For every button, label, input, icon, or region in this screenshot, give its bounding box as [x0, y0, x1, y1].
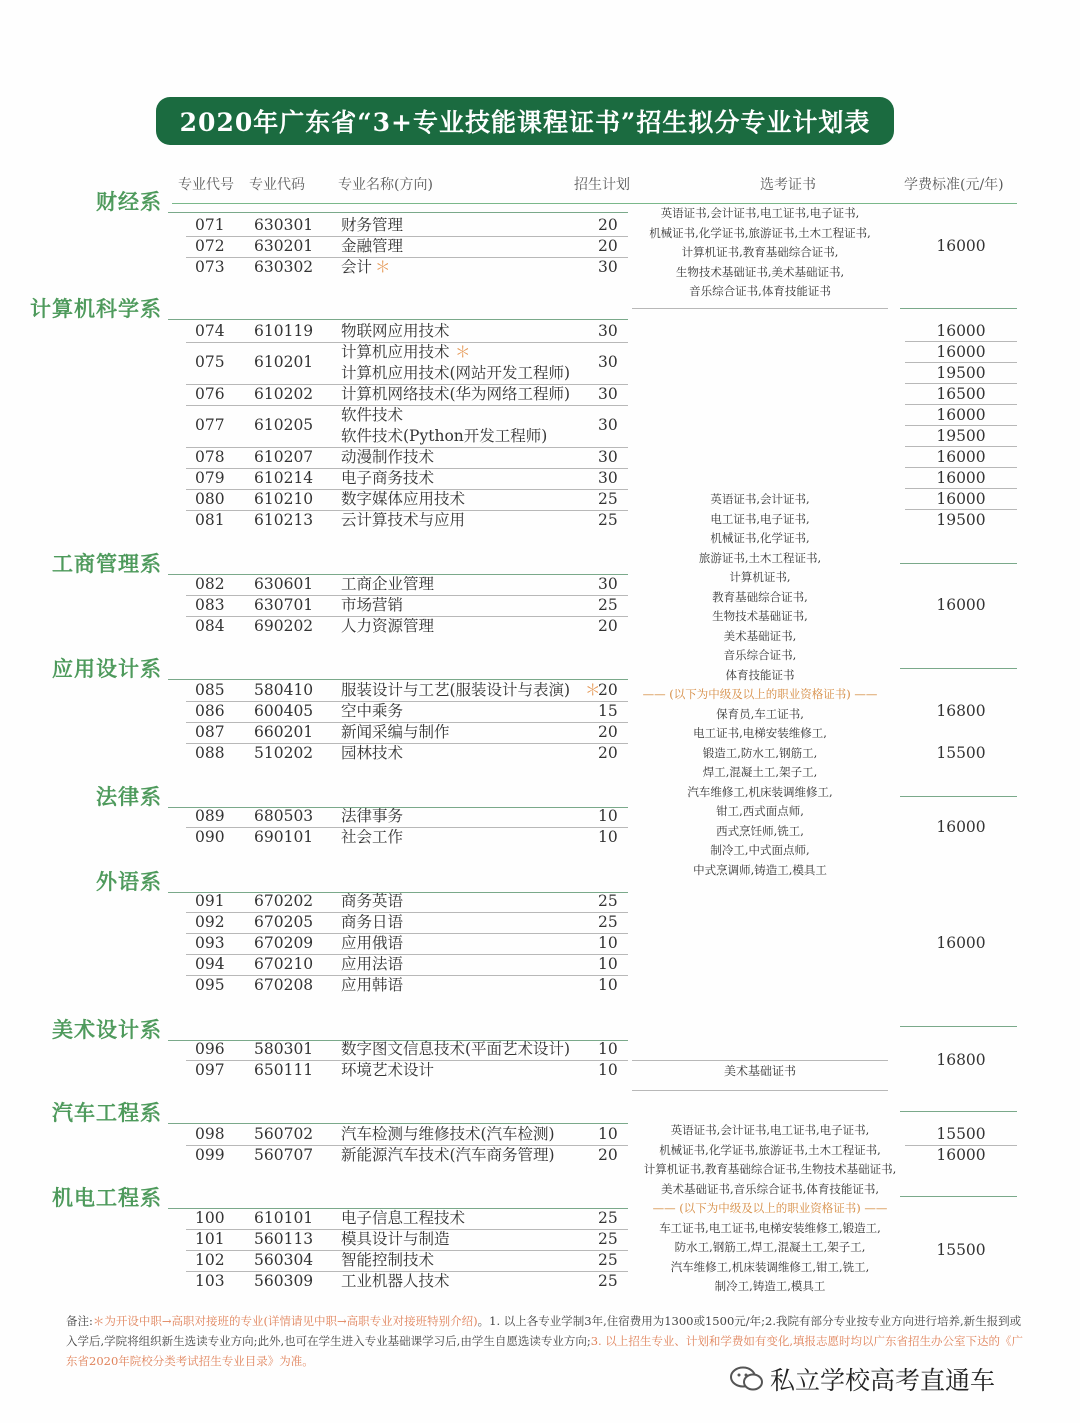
cell-plan: 20: [598, 617, 618, 635]
cell-plan: 30: [598, 575, 618, 593]
cell-name: 市场营销: [341, 596, 404, 614]
cell-plan: 20: [598, 216, 618, 234]
table-row: [0, 912, 1080, 933]
cell-dm: 079: [195, 469, 225, 487]
header-cert: 选考证书: [760, 177, 816, 193]
cell-name: 工商企业管理: [341, 575, 435, 593]
cell-plan: 25: [598, 490, 618, 508]
cell-name: 金融管理: [341, 237, 404, 255]
fee-rule: [905, 362, 1017, 363]
cell-name-alt: 软件技术(Python开发工程师): [341, 427, 548, 445]
cell-dm: 092: [195, 913, 225, 931]
cell-dm: 080: [195, 490, 225, 508]
cell-name: 软件技术: [341, 406, 404, 424]
cell-dm: 076: [195, 385, 225, 403]
cell-plan: 20: [598, 744, 618, 762]
cell-code: 610119: [254, 322, 314, 340]
fee-rule: [900, 308, 1017, 309]
cell-code: 660201: [254, 723, 314, 741]
cell-name: 汽车检测与维修技术(汽车检测): [341, 1125, 555, 1143]
cell-plan: 30: [598, 258, 618, 276]
cell-plan: 10: [598, 1061, 618, 1079]
cell-plan: 10: [598, 976, 618, 994]
table-row: [0, 574, 1080, 595]
department-heading: 计算机科学系: [30, 296, 162, 321]
table-row: [0, 891, 1080, 912]
cell-dm: 100: [195, 1209, 225, 1227]
footnote: 备注:＊为开设中职→高职对接班的专业(详情请见中职→高职专业对接班特别介绍)。1. 以上各专业学制3年,住宿费用为1300或1500元/年;2.我院有部分专业按专业方向进行培养,新生报到或入学后,学院将组织新生选读专业方向;此外,也可在学生进入专业基础课学习后,由学生自愿选读专业方向;3. 以上招生专业、计划和学费如有变化,填报志愿时均以广东省招生办公室下达的《广东省2020年院校分类考试招生专业目录》为准。: [66, 1314, 1023, 1368]
cell-code: 580410: [254, 681, 314, 699]
cell-plan: 10: [598, 934, 618, 952]
cell-plan: 10: [598, 1040, 618, 1058]
fee-cell: 16800: [936, 702, 986, 720]
page-title: 2020年广东省“3+专业技能课程证书”招生拟分专业计划表: [156, 97, 894, 145]
header-rule: [172, 203, 1017, 204]
fee-cell: 16000: [936, 406, 986, 424]
cell-name: 计算机应用技术: [341, 343, 450, 361]
cell-name: 电子信息工程技术: [341, 1209, 466, 1227]
department-heading: 财经系: [96, 189, 162, 214]
wechat-icon: [730, 1366, 764, 1392]
fee-rule: [905, 341, 1017, 342]
cell-code: 510202: [254, 744, 314, 762]
cell-plan: 25: [598, 913, 618, 931]
cell-dm: 086: [195, 702, 225, 720]
cell-name: 物联网应用技术: [341, 322, 450, 340]
header-dm: 专业代号: [178, 177, 234, 193]
cell-code: 690202: [254, 617, 314, 635]
fee-rule: [900, 668, 1017, 669]
cell-name: 会计: [341, 258, 373, 276]
cell-name: 智能控制技术: [341, 1251, 435, 1269]
fee-rule: [900, 1111, 1017, 1112]
cell-code: 610210: [254, 490, 314, 508]
fee-cell: 19500: [936, 427, 986, 445]
cell-plan: 10: [598, 807, 618, 825]
cell-code: 560304: [254, 1251, 314, 1269]
cell-code: 630201: [254, 237, 314, 255]
cell-name: 空中乘务: [341, 702, 404, 720]
cell-name: 法律事务: [341, 807, 404, 825]
cert-rule: [632, 1090, 888, 1091]
cell-plan: 10: [598, 1125, 618, 1143]
header-name: 专业名称(方向): [338, 177, 433, 193]
fee-rule: [905, 404, 1017, 405]
department-rule: [168, 319, 628, 320]
cell-code: 600405: [254, 702, 314, 720]
cell-plan: 30: [598, 416, 618, 434]
fee-cell: 16000: [936, 934, 986, 952]
cell-dm: 081: [195, 511, 225, 529]
cell-dm: 075: [195, 353, 225, 371]
cell-dm: 074: [195, 322, 225, 340]
cell-plan: 30: [598, 353, 618, 371]
cell-plan: 15: [598, 702, 618, 720]
cert-block-art: 美术基础证书: [723, 1064, 796, 1078]
cert-block-finance: 英语证书,会计证书,电工证书,电子证书, 机械证书,化学证书,旅游证书,土木工程证书, 计算机证书,教育基础综合证书, 生物技术基础证书,美术基础证书, 音乐综合证书,体育技能证书: [649, 206, 871, 298]
fee-cell: 19500: [936, 511, 986, 529]
department-heading: 机电工程系: [52, 1185, 162, 1210]
cell-dm: 094: [195, 955, 225, 973]
cell-dm: 099: [195, 1146, 225, 1164]
cell-plan: 25: [598, 1230, 618, 1248]
fee-cell: 16000: [936, 469, 986, 487]
cell-dm: 072: [195, 237, 225, 255]
table-row: [0, 954, 1080, 975]
cell-plan: 25: [598, 1272, 618, 1290]
cell-code: 610205: [254, 416, 314, 434]
cell-name: 财务管理: [341, 216, 404, 234]
cell-plan: 30: [598, 448, 618, 466]
cell-code: 630601: [254, 575, 314, 593]
fee-rule: [905, 509, 1017, 510]
fee-cell: 16500: [936, 385, 986, 403]
cell-name-alt: 计算机应用技术(网站开发工程师): [341, 364, 571, 382]
header-plan: 招生计划: [574, 177, 630, 193]
cell-name: 新闻采编与制作: [341, 723, 450, 741]
star-marker: ＊: [375, 258, 391, 276]
cell-dm: 084: [195, 617, 225, 635]
cell-code: 560113: [254, 1230, 314, 1248]
cell-dm: 091: [195, 892, 225, 910]
cell-code: 670210: [254, 955, 314, 973]
cell-code: 690101: [254, 828, 314, 846]
cell-dm: 085: [195, 681, 225, 699]
fee-cell: 16800: [936, 1051, 986, 1069]
cert-block-engineering: 英语证书,会计证书,电工证书,电子证书, 机械证书,化学证书,旅游证书,土木工程证书, 计算机证书,教育基础综合证书,生物技术基础证书, 美术基础证书,音乐综合证书,体育技能证书, —— (以下为中级及以上的职业资格证书) —— 车工证书,电工证书,电梯安装维修工,锻造工, 防水工,钢筋工,焊工,混凝土工,架子工, 汽车维修工,机床装调维修工,钳工,铣工, 制冷工,铸造工,模具工: [643, 1123, 897, 1293]
fee-rule: [900, 796, 1017, 797]
table-row: [0, 215, 1080, 236]
cell-name: 电子商务技术: [341, 469, 435, 487]
cell-code: 670202: [254, 892, 314, 910]
cell-name: 商务日语: [341, 913, 404, 931]
cell-name: 服装设计与工艺(服装设计与表演): [341, 681, 571, 699]
cell-plan: 20: [598, 1146, 618, 1164]
cell-plan: 20: [598, 681, 618, 699]
cell-dm: 090: [195, 828, 225, 846]
cell-name: 园林技术: [341, 744, 404, 762]
cell-name: 计算机网络技术(华为网络工程师): [341, 385, 571, 403]
cell-name: 人力资源管理: [341, 617, 435, 635]
fee-rule: [905, 1145, 1017, 1146]
fee-rule: [900, 1196, 1017, 1197]
cell-dm: 088: [195, 744, 225, 762]
fee-rule: [905, 383, 1017, 384]
cell-dm: 101: [195, 1230, 225, 1248]
fee-rule: [900, 563, 1017, 564]
cell-plan: 10: [598, 828, 618, 846]
table-row: [0, 1271, 1080, 1292]
cell-name: 应用俄语: [341, 934, 404, 952]
department-heading: 外语系: [96, 869, 162, 894]
cell-code: 630701: [254, 596, 314, 614]
cell-plan: 30: [598, 469, 618, 487]
cell-code: 680503: [254, 807, 314, 825]
cell-plan: 25: [598, 1209, 618, 1227]
cell-dm: 083: [195, 596, 225, 614]
cell-dm: 096: [195, 1040, 225, 1058]
cell-dm: 093: [195, 934, 225, 952]
cell-name: 应用法语: [341, 955, 404, 973]
fee-cell: 15500: [936, 1241, 986, 1259]
star-marker: ＊: [585, 681, 601, 699]
cert-block-main: 英语证书,会计证书, 电工证书,电子证书, 机械证书,化学证书, 旅游证书,土木工程证书, 计算机证书, 教育基础综合证书, 生物技术基础证书, 美术基础证书, 音乐综合证书, 体育技能证书 —— (以下为中级及以上的职业资格证书) —— 保育员,车工证书, 电工证书,电梯安装维修工, 锻造工,防水工,钢筋工, 焊工,混凝土工,架子工, 汽车维修工,机床装调维修工, 钳工,西式面点师, 西式烹饪师,铣工, 制冷工,中式面点师, 中式烹调师,铸造工,模具工: [642, 492, 878, 877]
cell-dm: 102: [195, 1251, 225, 1269]
cell-plan: 25: [598, 511, 618, 529]
cell-code: 610213: [254, 511, 314, 529]
cert-rule: [632, 1060, 888, 1061]
cell-name: 动漫制作技术: [341, 448, 435, 466]
fee-cell: 16000: [936, 818, 986, 836]
cell-plan: 25: [598, 892, 618, 910]
fee-cell: 15500: [936, 744, 986, 762]
cell-code: 670209: [254, 934, 314, 952]
cell-name: 环境艺术设计: [341, 1061, 435, 1079]
cell-plan: 25: [598, 596, 618, 614]
cell-name: 云计算技术与应用: [341, 511, 466, 529]
fee-cell: 16000: [936, 596, 986, 614]
cell-dm: 071: [195, 216, 225, 234]
cell-code: 610101: [254, 1209, 314, 1227]
fee-cell: 16000: [936, 448, 986, 466]
department-rule: [168, 212, 628, 213]
table-row: [0, 975, 1080, 996]
fee-rule: [905, 467, 1017, 468]
fee-cell: 16000: [936, 322, 986, 340]
cell-code: 610207: [254, 448, 314, 466]
cell-code: 630302: [254, 258, 314, 276]
fee-rule: [905, 446, 1017, 447]
fee-cell: 16000: [936, 1146, 986, 1164]
cell-dm: 089: [195, 807, 225, 825]
fee-cell: 16000: [936, 237, 986, 255]
cell-name: 数字媒体应用技术: [341, 490, 466, 508]
cell-name: 数字图文信息技术(平面艺术设计): [341, 1040, 571, 1058]
cell-code: 610202: [254, 385, 314, 403]
cell-dm: 095: [195, 976, 225, 994]
cell-code: 560707: [254, 1146, 314, 1164]
department-heading: 美术设计系: [52, 1017, 162, 1042]
cell-plan: 20: [598, 723, 618, 741]
cell-dm: 078: [195, 448, 225, 466]
star-marker: ＊: [455, 343, 471, 361]
header-code: 专业代码: [249, 177, 305, 193]
cell-code: 580301: [254, 1040, 314, 1058]
cell-name: 新能源汽车技术(汽车商务管理): [341, 1146, 555, 1164]
table-row: [0, 680, 1080, 701]
fee-cell: 16000: [936, 490, 986, 508]
department-heading: 法律系: [96, 784, 162, 809]
cell-dm: 077: [195, 416, 225, 434]
department-heading: 工商管理系: [52, 551, 162, 576]
cell-plan: 25: [598, 1251, 618, 1269]
cell-code: 670205: [254, 913, 314, 931]
table-row: [0, 1208, 1080, 1229]
table-row: [0, 257, 1080, 278]
fee-rule: [905, 425, 1017, 426]
watermark: 私立学校高考直通车: [770, 1366, 996, 1395]
cell-code: 610201: [254, 353, 314, 371]
cell-code: 610214: [254, 469, 314, 487]
table-row: [0, 722, 1080, 743]
cell-plan: 20: [598, 237, 618, 255]
cell-dm: 103: [195, 1272, 225, 1290]
fee-rule: [900, 1026, 1017, 1027]
header-fee: 学费标准(元/年): [904, 177, 1004, 193]
department-heading: 汽车工程系: [52, 1100, 162, 1125]
cell-name: 社会工作: [341, 828, 404, 846]
cell-dm: 082: [195, 575, 225, 593]
cell-name: 应用韩语: [341, 976, 404, 994]
cell-code: 560309: [254, 1272, 314, 1290]
cell-dm: 097: [195, 1061, 225, 1079]
department-heading: 应用设计系: [52, 656, 162, 681]
cell-name: 商务英语: [341, 892, 404, 910]
cell-name: 模具设计与制造: [341, 1230, 450, 1248]
cell-name: 工业机器人技术: [341, 1272, 450, 1290]
cell-plan: 30: [598, 385, 618, 403]
cell-dm: 098: [195, 1125, 225, 1143]
fee-rule: [905, 488, 1017, 489]
cell-plan: 10: [598, 955, 618, 973]
cell-code: 630301: [254, 216, 314, 234]
fee-cell: 15500: [936, 1125, 986, 1143]
cell-dm: 087: [195, 723, 225, 741]
cell-plan: 30: [598, 322, 618, 340]
fee-cell: 19500: [936, 364, 986, 382]
cell-code: 560702: [254, 1125, 314, 1143]
table-row: [0, 616, 1080, 637]
fee-cell: 16000: [936, 343, 986, 361]
cell-code: 670208: [254, 976, 314, 994]
cell-dm: 073: [195, 258, 225, 276]
cell-code: 650111: [254, 1061, 314, 1079]
cert-rule: [632, 308, 888, 309]
